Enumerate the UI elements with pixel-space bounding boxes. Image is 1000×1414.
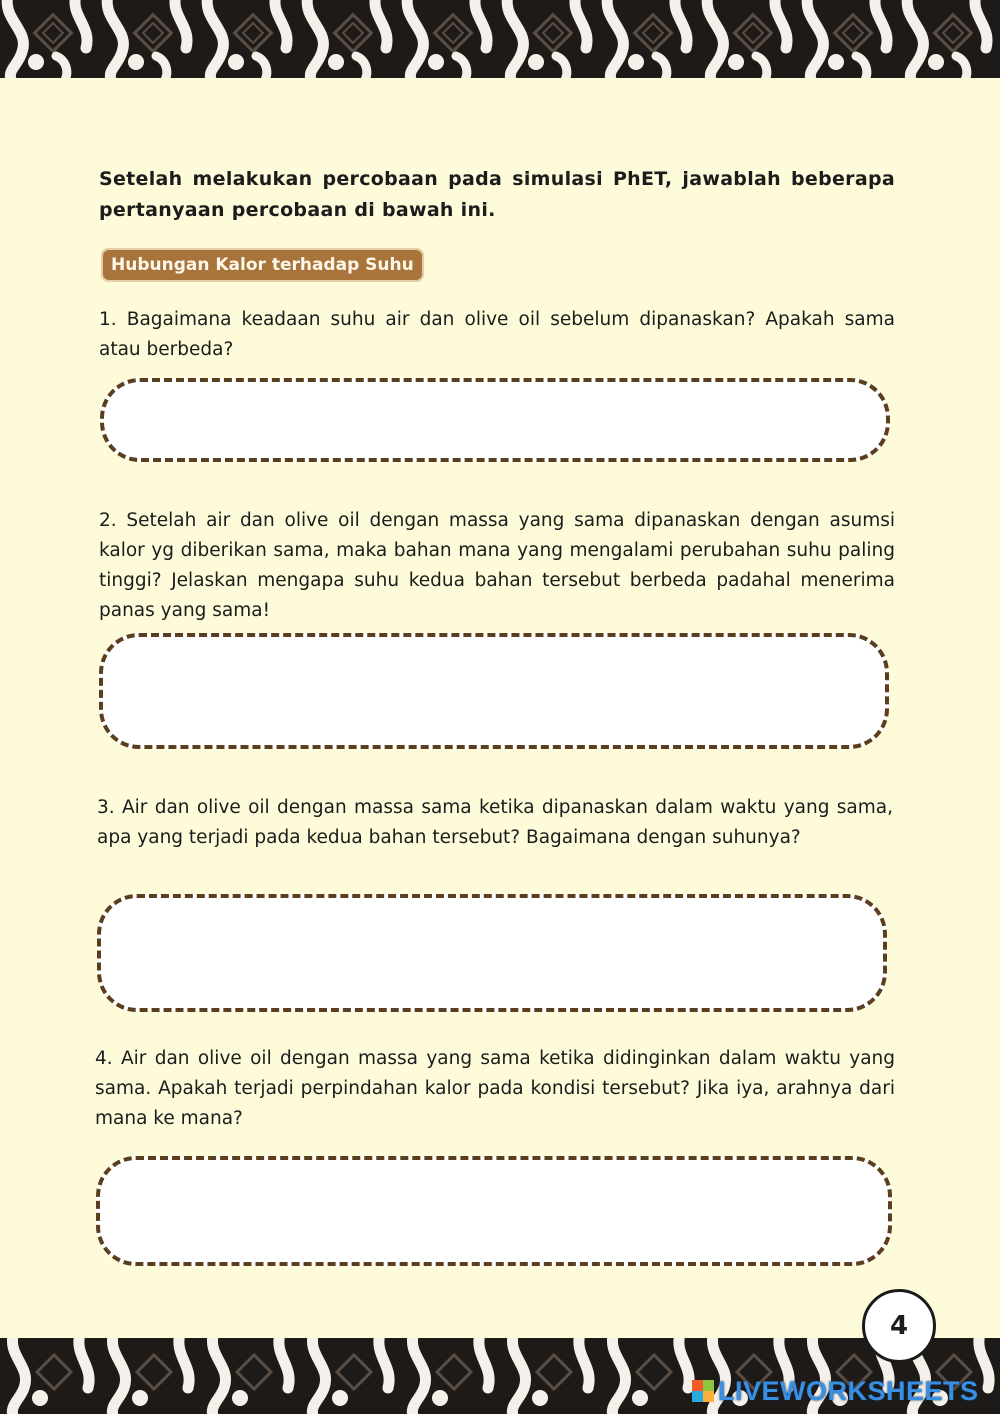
batik-pattern-icon bbox=[0, 0, 1000, 78]
brand-name: LIVEWORKSHEETS bbox=[718, 1375, 979, 1406]
instruction-text: Setelah melakukan percobaan pada simulasi PhET, jawablah beberapa pertanyaan percobaan di bawah ini. bbox=[99, 168, 895, 221]
answer-box-3[interactable] bbox=[97, 894, 887, 1012]
question-3: 3. Air dan olive oil dengan massa sama ketika dipanaskan dalam waktu yang sama, apa yang terjadi pada kedua bahan tersebut? Bagaimana dengan suhunya? bbox=[97, 797, 893, 848]
liveworksheets-watermark bbox=[692, 1374, 979, 1408]
answer-box-4[interactable] bbox=[96, 1156, 892, 1266]
answer-box-2[interactable] bbox=[99, 633, 889, 749]
section-title-tag: Hubungan Kalor terhadap Suhu bbox=[101, 248, 424, 282]
question-4: 4. Air dan olive oil dengan massa yang sama ketika didinginkan dalam waktu yang sama. Apakah terjadi perpindahan kalor pada kondisi tersebut? Jika iya, arahnya dari mana ke mana? bbox=[95, 1048, 895, 1129]
question-2: 2. Setelah air dan olive oil dengan massa yang sama dipanaskan dengan asumsi kalor yg diberikan sama, maka bahan mana yang mengalami perubahan suhu paling tinggi? Jelaskan mengapa suhu kedua bahan tersebut berbeda padahal menerima panas yang sama! bbox=[99, 510, 895, 621]
answer-box-1[interactable] bbox=[100, 378, 890, 462]
page-number: 4 bbox=[862, 1289, 936, 1363]
question-1: 1. Bagaimana keadaan suhu air dan olive oil sebelum dipanaskan? Apakah sama atau berbeda? bbox=[99, 309, 895, 360]
liveworksheets-logo-icon bbox=[692, 1380, 714, 1402]
batik-header-pattern bbox=[0, 0, 1000, 78]
